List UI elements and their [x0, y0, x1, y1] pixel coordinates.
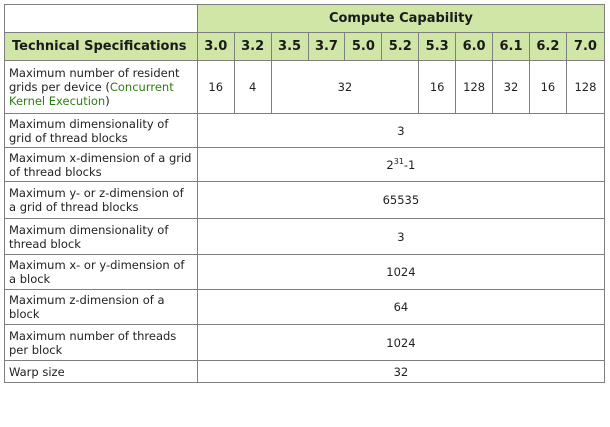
cell-value: 128	[456, 61, 493, 114]
header-row-top	[5, 5, 605, 33]
row-label: Warp size	[5, 361, 198, 383]
table-row	[5, 61, 605, 114]
row-label: Maximum number of threads per block	[5, 325, 198, 361]
row-label: Maximum dimensionality of thread block	[5, 219, 198, 255]
table-row	[5, 114, 605, 148]
cell-value: 1024	[197, 325, 604, 361]
row-label: Maximum y- or z-dimension of a grid of thread blocks	[5, 182, 198, 219]
table-row	[5, 219, 605, 255]
version-header: 6.1	[493, 33, 530, 61]
version-header: 3.2	[234, 33, 271, 61]
version-header: 7.0	[566, 33, 604, 61]
cell-value: 3	[197, 114, 604, 148]
power-suffix: -1	[403, 157, 416, 172]
cell-value	[197, 148, 604, 182]
version-header: 5.3	[419, 33, 456, 61]
table-row	[5, 361, 605, 383]
cell-value: 65535	[197, 182, 604, 219]
version-header: 3.7	[308, 33, 345, 61]
compute-capability-header: Compute Capability	[197, 5, 604, 33]
version-header: 6.0	[456, 33, 493, 61]
power-base: 2	[386, 157, 394, 172]
cell-value: 3	[197, 219, 604, 255]
power-exponent: 31	[393, 157, 404, 167]
cell-value: 16	[197, 61, 234, 114]
cell-value: 4	[234, 61, 271, 114]
compute-capability-table	[4, 4, 605, 383]
table-row	[5, 290, 605, 325]
header-row-versions	[5, 33, 605, 61]
version-header: 5.2	[382, 33, 419, 61]
cell-value: 1024	[197, 255, 604, 290]
version-header: 6.2	[529, 33, 566, 61]
table-row	[5, 325, 605, 361]
version-header: 5.0	[345, 33, 382, 61]
cell-value: 16	[529, 61, 566, 114]
row-label: Maximum x-dimension of a grid of thread blocks	[5, 148, 198, 182]
table-row	[5, 255, 605, 290]
header-blank-cell	[5, 5, 198, 33]
row-label: Maximum z-dimension of a block	[5, 290, 198, 325]
cell-value: 128	[566, 61, 604, 114]
cell-value: 16	[419, 61, 456, 114]
cell-value: 64	[197, 290, 604, 325]
cell-value: 32	[197, 361, 604, 383]
concurrent-kernel-execution-link[interactable]: Concurrent Kernel Execution	[9, 80, 174, 108]
version-header: 3.0	[197, 33, 234, 61]
tech-specs-header: Technical Specifications	[5, 33, 198, 61]
cell-value: 32	[493, 61, 530, 114]
table-row	[5, 148, 605, 182]
version-header: 3.5	[271, 33, 308, 61]
row-label: Maximum dimensionality of grid of thread blocks	[5, 114, 198, 148]
label-text: )	[105, 94, 110, 108]
table-row	[5, 182, 605, 219]
row-label	[5, 61, 198, 114]
label-text: Maximum number of resident grids per device (	[9, 66, 180, 94]
row-label: Maximum x- or y-dimension of a block	[5, 255, 198, 290]
cell-value: 32	[271, 61, 419, 114]
